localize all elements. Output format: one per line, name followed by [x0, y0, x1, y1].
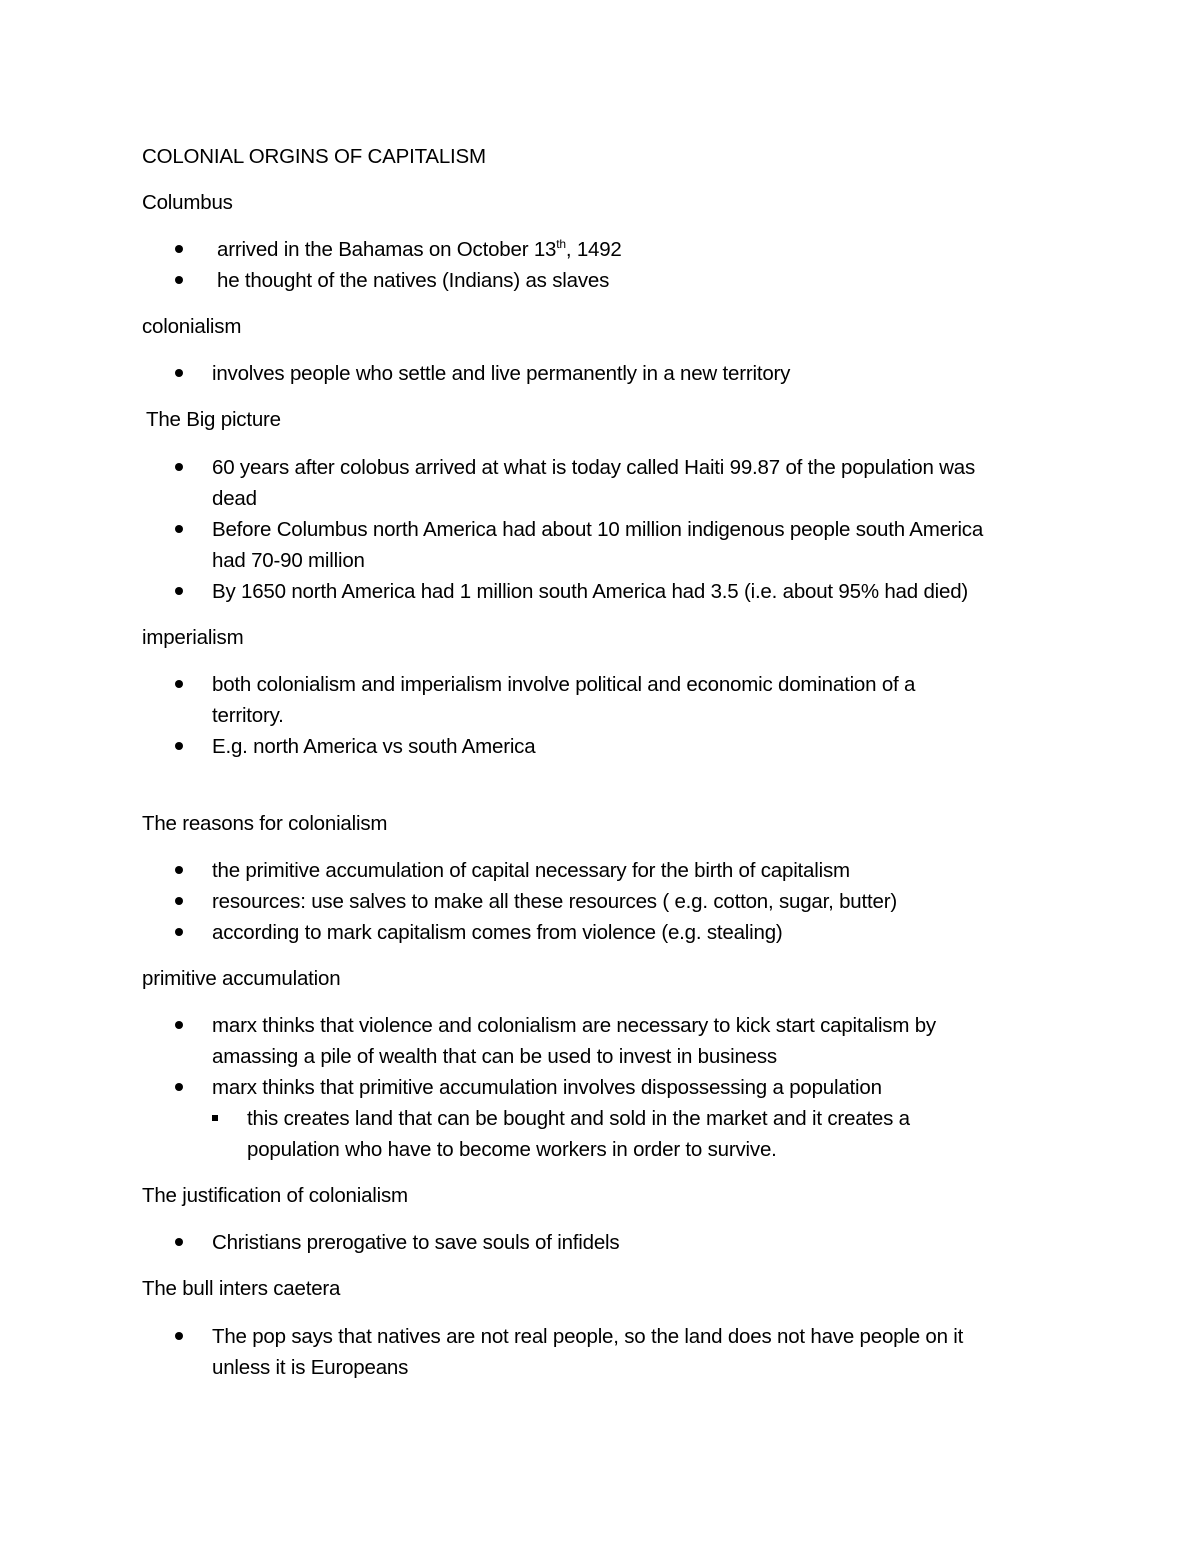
- list-item: he thought of the natives (Indians) as slaves: [217, 269, 610, 292]
- list-item: the primitive accumulation of capital necessary for the birth of capitalism: [212, 859, 850, 882]
- sub-list-item: this creates land that can be bought and sold in the market and it creates a: [247, 1107, 910, 1130]
- list-item-continued: had 70-90 million: [212, 549, 365, 572]
- list-item: By 1650 north America had 1 million south America had 3.5 (i.e. about 95% had died): [212, 580, 969, 603]
- heading-reasons: The reasons for colonialism: [142, 812, 388, 835]
- square-bullet-icon: [212, 1115, 218, 1121]
- heading-imperialism: imperialism: [142, 626, 244, 649]
- heading-colonialism: colonialism: [142, 315, 242, 338]
- list-item: The pop says that natives are not real people, so the land does not have people on it: [212, 1325, 964, 1348]
- bullet-icon: [175, 587, 183, 595]
- bullet-icon: [175, 866, 183, 874]
- heading-justification: The justification of colonialism: [142, 1184, 408, 1207]
- list-item-continued: amassing a pile of wealth that can be used to invest in business: [212, 1045, 777, 1068]
- bullet-icon: [175, 897, 183, 905]
- heading-columbus: Columbus: [142, 191, 233, 214]
- sub-list-item-continued: population who have to become workers in order to survive.: [247, 1138, 777, 1161]
- list-item: involves people who settle and live permanently in a new territory: [212, 362, 791, 385]
- superscript: th: [556, 237, 566, 251]
- list-item-text: arrived in the Bahamas on October 13: [217, 238, 557, 261]
- list-item-continued: unless it is Europeans: [212, 1356, 409, 1379]
- list-item: both colonialism and imperialism involve political and economic domination of a: [212, 673, 916, 696]
- bullet-icon: [175, 369, 183, 377]
- list-item: Christians prerogative to save souls of infidels: [212, 1231, 620, 1254]
- bullet-icon: [175, 928, 183, 936]
- bullet-icon: [175, 463, 183, 471]
- document-title: COLONIAL ORGINS OF CAPITALISM: [142, 145, 486, 168]
- list-item: E.g. north America vs south America: [212, 735, 536, 758]
- list-item: marx thinks that primitive accumulation involves dispossessing a population: [212, 1076, 882, 1099]
- bullet-icon: [175, 1021, 183, 1029]
- list-item: according to mark capitalism comes from violence (e.g. stealing): [212, 921, 783, 944]
- list-item-continued: territory.: [212, 704, 284, 727]
- bullet-icon: [175, 525, 183, 533]
- bullet-icon: [175, 742, 183, 750]
- list-item: Before Columbus north America had about 10 million indigenous people south America: [212, 518, 984, 541]
- bullet-icon: [175, 276, 183, 284]
- bullet-icon: [175, 680, 183, 688]
- list-item: resources: use salves to make all these resources ( e.g. cotton, sugar, butter): [212, 890, 897, 913]
- list-item-continued: dead: [212, 487, 257, 510]
- list-item: marx thinks that violence and colonialism are necessary to kick start capitalism by: [212, 1014, 936, 1037]
- bullet-icon: [175, 1238, 183, 1246]
- heading-big-picture: The Big picture: [146, 408, 281, 431]
- list-item: [217, 238, 622, 262]
- list-item: 60 years after colobus arrived at what is today called Haiti 99.87 of the population was: [212, 456, 975, 479]
- bullet-icon: [175, 1083, 183, 1091]
- bullet-icon: [175, 1332, 183, 1340]
- heading-primitive-accumulation: primitive accumulation: [142, 967, 341, 990]
- heading-bull: The bull inters caetera: [142, 1277, 341, 1300]
- bullet-icon: [175, 245, 183, 253]
- list-item-text: , 1492: [565, 238, 622, 261]
